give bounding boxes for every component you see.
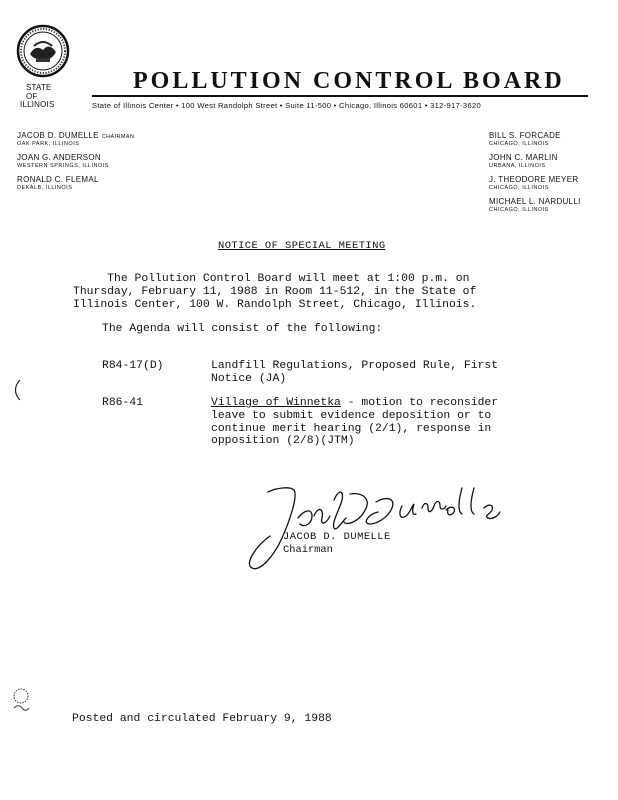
letterhead-address: State of Illinois Center • 100 West Randolph Street • Suite 11-500 • Chicago, Illinois 60601 • 312-917-3620 [92,101,482,110]
state-label [20,84,55,110]
agenda-item [211,397,498,448]
member-city: DEKALB, ILLINOIS [17,185,73,191]
agenda-intro: The Agenda will consist of the following: [102,323,383,335]
member-entry [489,131,561,147]
member-entry [17,175,99,191]
agenda-item-line: leave to submit evidence deposition or to [211,409,492,422]
board-title: POLLUTION CONTROL BOARD [133,68,565,94]
state-label-line: STATE [26,83,52,92]
notice-body-line: Illinois Center, 100 W. Randolph Street, Chicago, Illinois. [73,298,477,311]
member-name: MICHAEL L. NARDULLI [489,197,581,206]
member-entry [489,153,558,169]
member-name: RONALD C. FLEMAL [17,175,99,184]
notice-title: NOTICE OF SPECIAL MEETING [218,240,386,252]
letterhead-rule [92,95,588,97]
agenda-item-line: continue merit hearing (2/1), response in [211,422,492,435]
member-role: CHAIRMAN [101,134,135,140]
member-name: JOHN C. MARLIN [489,153,558,162]
notice-body-line: Thursday, February 11, 1988 in Room 11-512, in the State of [73,285,477,298]
member-city: OAK PARK, ILLINOIS [17,141,80,147]
signer-title: Chairman [283,544,333,556]
state-label-line: OF [26,91,38,101]
member-name: JOAN G. ANDERSON [17,153,101,162]
posted-date-line: Posted and circulated February 9, 1988 [72,713,332,725]
member-entry [489,175,578,191]
agenda-item-line: Notice (JA) [211,372,287,385]
member-city: CHICAGO, ILLINOIS [489,185,549,191]
agenda-item-line: opposition (2/8)(JTM) [211,435,355,448]
margin-mark-icon [12,378,22,402]
member-entry [17,153,109,169]
corner-stamp-icon [10,686,32,716]
member-name: JACOB D. DUMELLE [17,131,99,140]
notice-body [73,273,476,311]
member-city: CHICAGO, ILLINOIS [489,207,549,213]
state-label-line: ILLINOIS [20,100,55,109]
member-city: WESTERN SPRINGS, ILLINOIS [17,163,109,169]
member-name: BILL S. FORCADE [489,131,561,140]
agenda-item-lead: Village of Winnetka [211,397,341,409]
agenda-item-line: Landfill Regulations, Proposed Rule, First [211,360,499,372]
agenda-case-number: R84-17(D) [102,360,164,372]
agenda-item [211,360,498,386]
member-city: CHICAGO, ILLINOIS [489,141,549,147]
signer-name: JACOB D. DUMELLE [283,531,391,543]
state-seal-icon [16,24,70,78]
member-entry [17,131,134,147]
agenda-item-line: - motion to reconsider [340,397,499,409]
handwritten-signature [238,480,508,575]
member-entry [489,197,581,213]
member-name: J. THEODORE MEYER [489,175,579,184]
notice-body-line: The Pollution Control Board will meet at 1:00 p.m. on [73,273,470,285]
agenda-case-number: R86-41 [102,397,144,409]
member-city: URBANA, ILLINOIS [489,163,546,169]
